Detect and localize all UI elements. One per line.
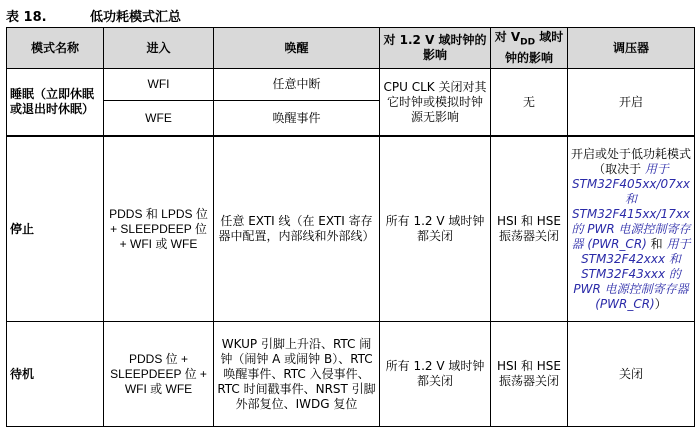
mode-stop: 停止 xyxy=(7,136,104,322)
stop-wakeup: 任意 EXTI 线（在 EXTI 寄存器中配置，内部线和外部线） xyxy=(214,136,380,322)
sleep-wakeup-interrupt: 任意中断 xyxy=(214,69,380,101)
standby-regulator: 关闭 xyxy=(568,322,695,427)
header-entry: 进入 xyxy=(104,28,214,69)
standby-entry: PDDS 位 + SLEEPDEEP 位 + WFI 或 WFE xyxy=(104,322,214,427)
header-wakeup: 唤醒 xyxy=(214,28,380,69)
sleep-entry-wfe: WFE xyxy=(104,101,214,136)
stop-regulator: 开启或处于低功耗模式（取决于 用于 STM32F405xx/07xx 和 STM32F415xx/17xx 的 PWR 电源控制寄存器 (PWR_CR) 和 用于 STM32F42xxx 和 STM32F43xxx 的 PWR 电源控制寄存器 (PWR_CR)） xyxy=(568,136,695,322)
stop-clock-1v2: 所有 1.2 V 域时钟都关闭 xyxy=(380,136,491,322)
standby-clock-vdd: HSI 和 HSE 振荡器关闭 xyxy=(491,322,568,427)
standby-clock-1v2: 所有 1.2 V 域时钟都关闭 xyxy=(380,322,491,427)
low-power-modes-table xyxy=(6,27,695,427)
table-number: 表 18. xyxy=(6,10,47,25)
header-row xyxy=(7,28,695,69)
header-clock-1v2: 对 1.2 V 域时钟的影响 xyxy=(380,28,491,69)
stop-clock-vdd: HSI 和 HSE 振荡器关闭 xyxy=(491,136,568,322)
stop-entry: PDDS 和 LPDS 位 + SLEEPDEEP 位 + WFI 或 WFE xyxy=(104,136,214,322)
sleep-clock-vdd: 无 xyxy=(491,69,568,137)
link-pwr-cr-f405[interactable]: 用于 STM32F405xx/07xx 和 STM32F415xx/17xx 的 PWR 电源控制寄存器 (PWR_CR) xyxy=(571,161,691,251)
mode-standby: 待机 xyxy=(7,322,104,427)
table-caption xyxy=(6,6,181,25)
table-title: 低功耗模式汇总 xyxy=(90,10,182,25)
sleep-entry-wfi: WFI xyxy=(104,69,214,101)
standby-wakeup: WKUP 引脚上升沿、RTC 闹钟（闹钟 A 或闹钟 B）、RTC 唤醒事件、RTC 入侵事件、RTC 时间戳事件、NRST 引脚外部复位、IWDG 复位 xyxy=(214,322,380,427)
link-pwr-cr-f42x[interactable]: 用于 STM32F42xxx 和 STM32F43xxx 的 PWR 电源控制寄存器 (PWR_CR) xyxy=(573,236,691,311)
sleep-regulator: 开启 xyxy=(568,69,695,137)
header-mode: 模式名称 xyxy=(7,28,104,69)
table-row-stop xyxy=(7,136,695,322)
header-clock-vdd: 对 $V_{DD}$ 域时钟的影响 xyxy=(491,28,568,69)
mode-sleep: 睡眠（立即休眠或退出时休眠） xyxy=(7,69,104,137)
table-row-standby xyxy=(7,322,695,427)
sleep-wakeup-event: 唤醒事件 xyxy=(214,101,380,136)
sleep-clock-1v2: CPU CLK 关闭对其它时钟或模拟时钟源无影响 xyxy=(380,69,491,137)
header-regulator: 调压器 xyxy=(568,28,695,69)
table-row-sleep-wfi xyxy=(7,69,695,101)
